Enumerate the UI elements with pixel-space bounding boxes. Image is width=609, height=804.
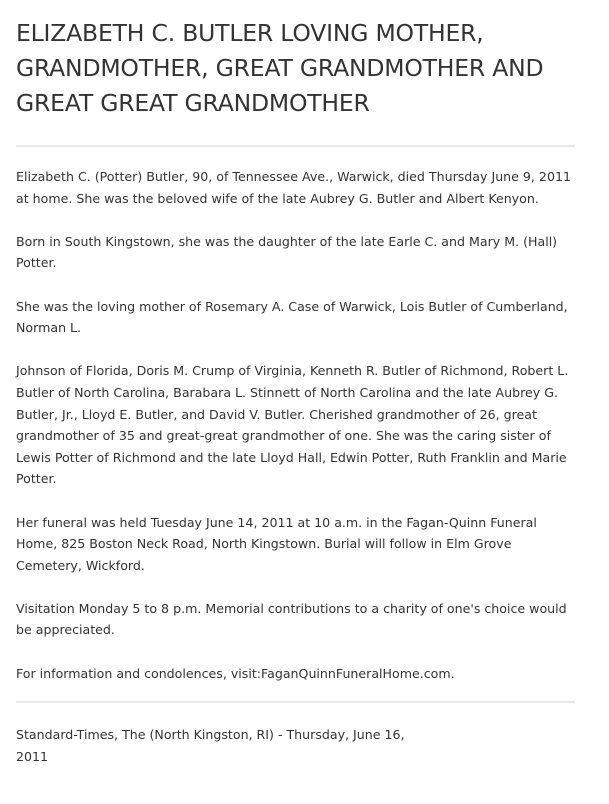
- top-divider: [16, 145, 575, 147]
- article-body: [16, 166, 576, 684]
- paragraph-condolences: For information and condolences, visit:FaganQuinnFuneralHome.com.: [16, 665, 455, 681]
- article-title: [16, 16, 602, 121]
- paragraph-death-notice: Elizabeth C. (Potter) Butler, 90, of Tennessee Ave., Warwick, died Thursday June 9, 2011 at home. She was the beloved wife of the late Aubrey G. Butler and Albert Kenyon.: [16, 169, 571, 206]
- title-line-2: GRANDMOTHER, GREAT GRANDMOTHER AND: [16, 54, 544, 82]
- title-line-3: GREAT GREAT GRANDMOTHER: [16, 89, 370, 117]
- source-citation: Standard-Times, The (North Kingston, RI) - Thursday, June 16, 2011: [16, 727, 405, 764]
- paragraph-children: She was the loving mother of Rosemary A. Case of Warwick, Lois Butler of Cumberland, Norman L.: [16, 298, 568, 336]
- paragraph-family: Johnson of Florida, Doris M. Crump of Virginia, Kenneth R. Butler of Richmond, Robert L. Butler of North Carolina, Barabara L. Stinnett of North Carolina and the late Aubrey G. Butler, Jr., Lloyd E. Butler, and David V. Butler. Cherished grandmother of 26, great grandmother of 35 and great-great grandmother of one. She was the caring sister of Lewis Potter of Richmond and the late Lloyd Hall, Edwin Potter, Ruth Franklin and Marie Potter.: [16, 363, 569, 487]
- paragraph-visitation: Visitation Monday 5 to 8 p.m. Memorial contributions to a charity of one's choice would be appreciated.: [16, 600, 567, 638]
- title-line-1: ELIZABETH C. BUTLER LOVING MOTHER,: [16, 19, 484, 47]
- paragraph-funeral: Her funeral was held Tuesday June 14, 2011 at 10 a.m. in the Fagan-Quinn Funeral Home, 825 Boston Neck Road, North Kingstown. Burial will follow in Elm Grove Cemetery, Wickford.: [16, 514, 537, 573]
- obituary-article: [16, 0, 602, 767]
- paragraph-birth: Born in South Kingstown, she was the daughter of the late Earle C. and Mary M. (Hall) Potter.: [16, 233, 558, 271]
- bottom-divider: [16, 701, 575, 703]
